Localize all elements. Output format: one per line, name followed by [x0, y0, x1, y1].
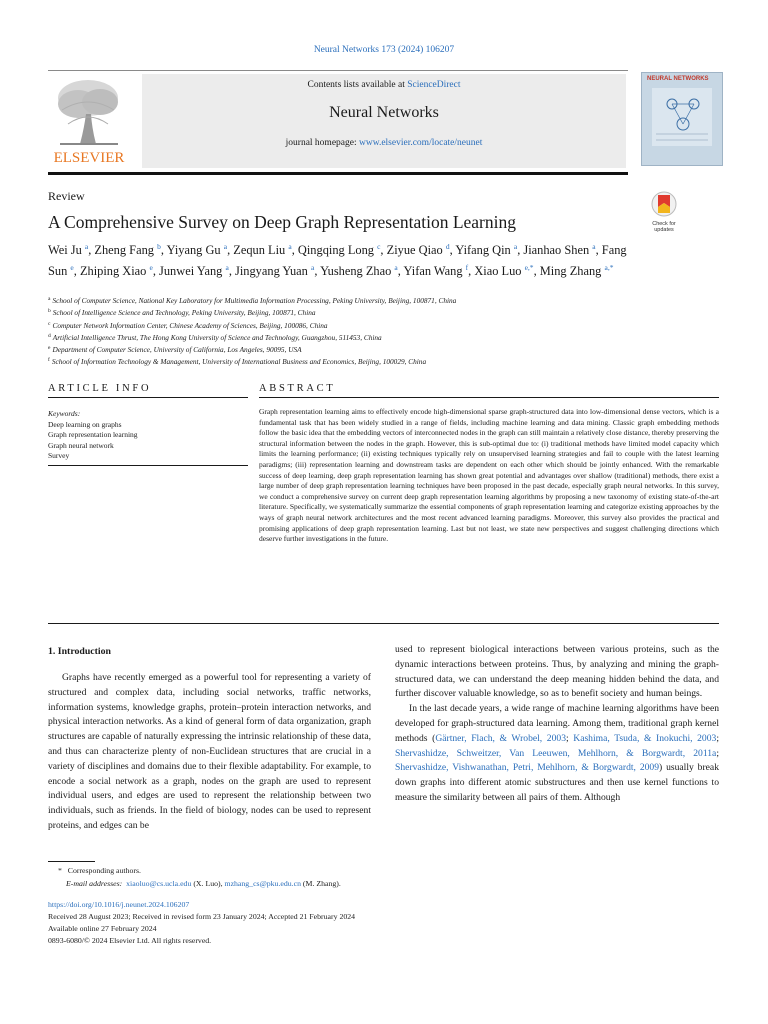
- author-affiliation-marker[interactable]: e: [149, 263, 153, 273]
- section-heading-introduction: 1. Introduction: [48, 646, 111, 657]
- author-affiliation-marker[interactable]: e,*: [524, 263, 534, 273]
- crossmark-label: [647, 222, 681, 234]
- author-affiliation-marker[interactable]: a: [84, 242, 89, 251]
- available-online-date: Available online 27 February 2024: [48, 924, 157, 933]
- affiliation-text: School of Intelligence Science and Technology, Peking University, Beijing, 100871, China: [52, 308, 316, 318]
- article-type: Review: [48, 189, 85, 203]
- affiliation-text: Artificial Intelligence Thrust, The Hong Kong University of Science and Technology, Guangzhou, 511453, China: [52, 332, 382, 342]
- author-affiliation-marker[interactable]: b: [157, 242, 161, 251]
- affiliation-letter: a: [48, 296, 51, 302]
- author-name[interactable]: Jianhao Shen: [523, 243, 590, 258]
- corresponding-text: Corresponding authors.: [67, 866, 141, 875]
- affiliation-text: School of Information Technology & Management, University of International Business and Economics, Beijing, 100029, China: [51, 357, 427, 367]
- paragraph-with-citations: [395, 702, 719, 806]
- affiliation-item: [48, 294, 668, 306]
- paragraph-text: ) usually break down graphs into different atomic substructures and then use kernel functions to measure the similarity between all pairs of them. Although: [395, 762, 719, 803]
- author-affiliation-marker[interactable]: a: [223, 242, 228, 251]
- affiliation-list: [48, 294, 668, 368]
- author-name[interactable]: Yifan Wang: [403, 264, 463, 279]
- citation-link[interactable]: Kashima, Tsuda, & Inokuchi, 2003: [573, 732, 717, 744]
- email-owner: (X. Luo),: [193, 879, 223, 888]
- corresponding-author-note: [58, 866, 141, 875]
- email-owner: (M. Zhang).: [302, 879, 341, 888]
- crossmark-label-line1: Check for: [652, 221, 676, 227]
- email-link[interactable]: xiaoluo@cs.ucla.edu: [126, 879, 192, 888]
- masthead-bottom-rule: [48, 172, 628, 175]
- author-affiliation-marker[interactable]: c: [377, 242, 381, 251]
- author-name[interactable]: Wei Ju: [48, 243, 82, 258]
- paragraph: used to represent biological interactions between various proteins, such as the dynamic interactions between proteins. Thus, by analyzing and mining the graph-structured data, we can understand the deep meaning hidden behind the data, and further discover valuable knowledge, so as to benefit society and human beings.: [395, 644, 719, 700]
- journal-homepage: [142, 138, 626, 148]
- citation-link[interactable]: Shervashidze, Schweitzer, Van Leeuwen, Mehlhorn, & Borgwardt, 2011a: [395, 747, 717, 759]
- keywords-block: [48, 409, 248, 462]
- journal-banner: [142, 74, 626, 168]
- elsevier-logo[interactable]: [48, 74, 130, 166]
- citation-link[interactable]: Gärtner, Flach, & Wrobel, 2003: [435, 732, 566, 744]
- check-for-updates-button[interactable]: [647, 191, 681, 233]
- abstract-text: Graph representation learning aims to effectively encode high-dimensional sparse graph-structured data into low-dimensional dense vectors, which is a fundamental task that has been widely studied in a range of fields, including machine learning and data mining. Classic graph embedding methods follow the basic idea that the embedding vectors of interconnected nodes in the graph can still maintain a relatively close distance, thereby preserving the structural information between the nodes in the graph. However, this is sub-optimal due to: (i) traditional methods have limited model capacity which limits the learning performance; (ii) existing techniques typically rely on unsupervised learning strategies and fail to couple with the latest learning paradigms; (iii) representation learning and downstream tasks are dependent on each other which should be jointly enhanced. With the remarkable success of deep learning, deep graph representation learning has shown great potential and advantages over shallow (traditional) methods, there exist a large number of deep graph representation learning techniques have been proposed in the past decade, especially graph neural networks. In this survey, we conduct a comprehensive survey on current deep graph representation learning algorithms by proposing a new taxonomy of existing state-of-the-art literature. Specifically, we systematically summarize the essential components of graph representation learning and categorize existing approaches by the ways of graph neural network architectures and the most recent advanced learning paradigms. Moreover, this survey also provides the practical and promising applications of deep graph representation learning. Last but not least, we state new perspectives and suggest challenging directions which deserve further investigations in the future.: [259, 407, 719, 544]
- affiliation-item: [48, 306, 668, 318]
- cover-network-icon: [642, 82, 722, 152]
- citation-separator: ;: [566, 732, 574, 744]
- author-list: Wei Ju $^a$, Zheng Fang $^b$, Yiyang Gu $^a$, Zequn Liu $^a$, Qingqing Long $^c$, Ziyue Qiao $^d$, Yifang Qin $^a$, Jianhao Shen $^a$, Fang Sun $^e$, Zhiping Xiao $^e$, Junwei Yang $^a$, Jingyang Yuan $^a$, Yusheng Zhao $^a$, Yifan Wang $^f$, Xiao Luo $^{e,*}$, Ming Zhang $^{a,*}$: [48, 242, 627, 279]
- crossmark-label-line2: updates: [654, 226, 674, 233]
- author-affiliation-marker[interactable]: a: [288, 242, 292, 251]
- doi-link[interactable]: https://doi.org/10.1016/j.neunet.2024.106207: [48, 900, 190, 909]
- author-affiliation-marker[interactable]: a: [513, 242, 518, 251]
- author-name[interactable]: Junwei Yang: [159, 264, 223, 279]
- footnote-star: *: [58, 866, 62, 875]
- article-info-bottom-rule: [48, 465, 248, 466]
- author-name[interactable]: Qingqing Long: [297, 243, 374, 258]
- email-addresses: [66, 879, 341, 888]
- author-name[interactable]: Yusheng Zhao: [320, 264, 392, 279]
- journal-name: Neural Networks: [329, 104, 439, 121]
- contents-availability: [142, 80, 626, 90]
- author-name[interactable]: Yiyang Gu: [166, 243, 221, 258]
- affiliation-text: School of Computer Science, National Key Laboratory for Multimedia Information Processing, Peking University, Beijing, 100871, China: [52, 296, 457, 305]
- article-title: A Comprehensive Survey on Deep Graph Representation Learning: [48, 212, 516, 232]
- citation-separator: ;: [716, 747, 719, 759]
- publication-info: [48, 899, 355, 947]
- author-affiliation-marker[interactable]: a: [592, 242, 596, 251]
- author-name[interactable]: Zheng Fang: [94, 243, 154, 258]
- affiliation-item: [48, 343, 668, 355]
- cover-title: NEURAL NETWORKS: [647, 76, 709, 82]
- sciencedirect-link[interactable]: ScienceDirect: [407, 80, 461, 90]
- abstract-bottom-rule: [48, 623, 719, 624]
- keywords-label: Keywords:: [48, 409, 81, 418]
- masthead-top-rule: [48, 70, 628, 71]
- citation-link[interactable]: Shervashidze, Vishwanathan, Petri, Mehlhorn, & Borgwardt, 2009: [395, 762, 660, 774]
- journal-homepage-link[interactable]: www.elsevier.com/locate/neunet: [358, 138, 483, 148]
- author-affiliation-marker[interactable]: a,*: [604, 263, 614, 273]
- tree-logo-icon: [48, 74, 130, 166]
- crossmark-icon: [651, 191, 677, 217]
- author-name[interactable]: Zhiping Xiao: [79, 264, 147, 279]
- keyword-item: Graph neural network: [48, 440, 114, 450]
- citation-separator: ;: [716, 732, 719, 744]
- article-info-heading: ARTICLE INFO: [48, 383, 152, 394]
- article-info-top-rule: [48, 397, 248, 398]
- author-affiliation-marker[interactable]: a: [310, 263, 315, 273]
- author-name[interactable]: Ziyue Qiao: [386, 243, 443, 258]
- author-affiliation-marker[interactable]: a: [394, 263, 398, 273]
- received-dates: Received 28 August 2023; Received in revised form 23 January 2024; Accepted 21 February 2024: [48, 912, 356, 921]
- homepage-prefix-text: journal homepage:: [285, 138, 359, 148]
- journal-citation-link[interactable]: Neural Networks 173 (2024) 106207: [313, 45, 455, 55]
- affiliation-letter: d: [48, 332, 51, 339]
- keyword-item: Deep learning on graphs: [48, 419, 122, 429]
- affiliation-letter: c: [48, 320, 51, 327]
- email-link[interactable]: mzhang_cs@pku.edu.cn: [224, 879, 301, 888]
- author-name[interactable]: Xiao Luo: [474, 264, 522, 279]
- journal-cover-image[interactable]: [641, 72, 723, 166]
- body-column-right: [395, 643, 719, 806]
- author-affiliation-marker[interactable]: f: [465, 263, 469, 273]
- author-name[interactable]: Fang Sun: [48, 243, 627, 279]
- publisher-wordmark: ELSEVIER: [53, 150, 125, 166]
- affiliation-item: [48, 331, 668, 343]
- affiliation-letter: b: [48, 308, 51, 315]
- affiliation-text: Computer Network Information Center, Chinese Academy of Sciences, Beijing, 100086, China: [52, 320, 328, 330]
- copyright-notice: 0893-6080/© 2024 Elsevier Ltd. All rights reserved.: [48, 936, 212, 945]
- author-name[interactable]: Zequn Liu: [233, 243, 286, 258]
- keyword-item: Survey: [48, 451, 70, 461]
- email-label: E-mail addresses:: [66, 879, 123, 888]
- contents-prefix-text: Contents lists available at: [307, 80, 408, 90]
- affiliation-item: [48, 355, 668, 367]
- affiliation-text: Department of Computer Science, University of California, Los Angeles, 90095, USA: [52, 345, 302, 355]
- body-column-left: [48, 671, 371, 834]
- author-name[interactable]: Jingyang Yuan: [235, 264, 308, 279]
- author-affiliation-marker[interactable]: d: [445, 242, 450, 251]
- author-name[interactable]: Yifang Qin: [455, 243, 511, 258]
- abstract-top-rule: [259, 397, 719, 398]
- footnote-rule: [48, 861, 95, 862]
- affiliation-letter: f: [48, 357, 50, 364]
- paragraph-text: In the last decade years, a wide range of machine learning algorithms have been developed for graph-structured data learning. Among them, traditional graph kernel methods (: [395, 703, 719, 744]
- author-affiliation-marker[interactable]: a: [225, 263, 229, 273]
- affiliation-letter: e: [48, 345, 51, 352]
- author-name[interactable]: Ming Zhang: [539, 264, 602, 279]
- abstract-heading: ABSTRACT: [259, 383, 336, 394]
- paragraph: Graphs have recently emerged as a powerful tool for representing a variety of structured and complex data, including social networks, traffic networks, information systems, knowledge graphs, protein–protein interaction networks, and physical interaction networks. As a kind of general form of data organization, graph structures are capable of naturally expressing the intrinsic relationship of these data, and thus can characterize plenty of non-Euclidean structures that are crucial in a variety of disciplines and domains due to their flexible adaptability. For example, to encode a social network as a graph, nodes on the graph are used to represent individual users, and edges are used to represent the relationship between two individuals, such as friends. In the field of biology, nodes can be used to represent proteins, and edges can be: [48, 672, 371, 831]
- keyword-item: Graph representation learning: [48, 430, 138, 440]
- affiliation-item: [48, 319, 668, 331]
- author-affiliation-marker[interactable]: e: [70, 263, 74, 273]
